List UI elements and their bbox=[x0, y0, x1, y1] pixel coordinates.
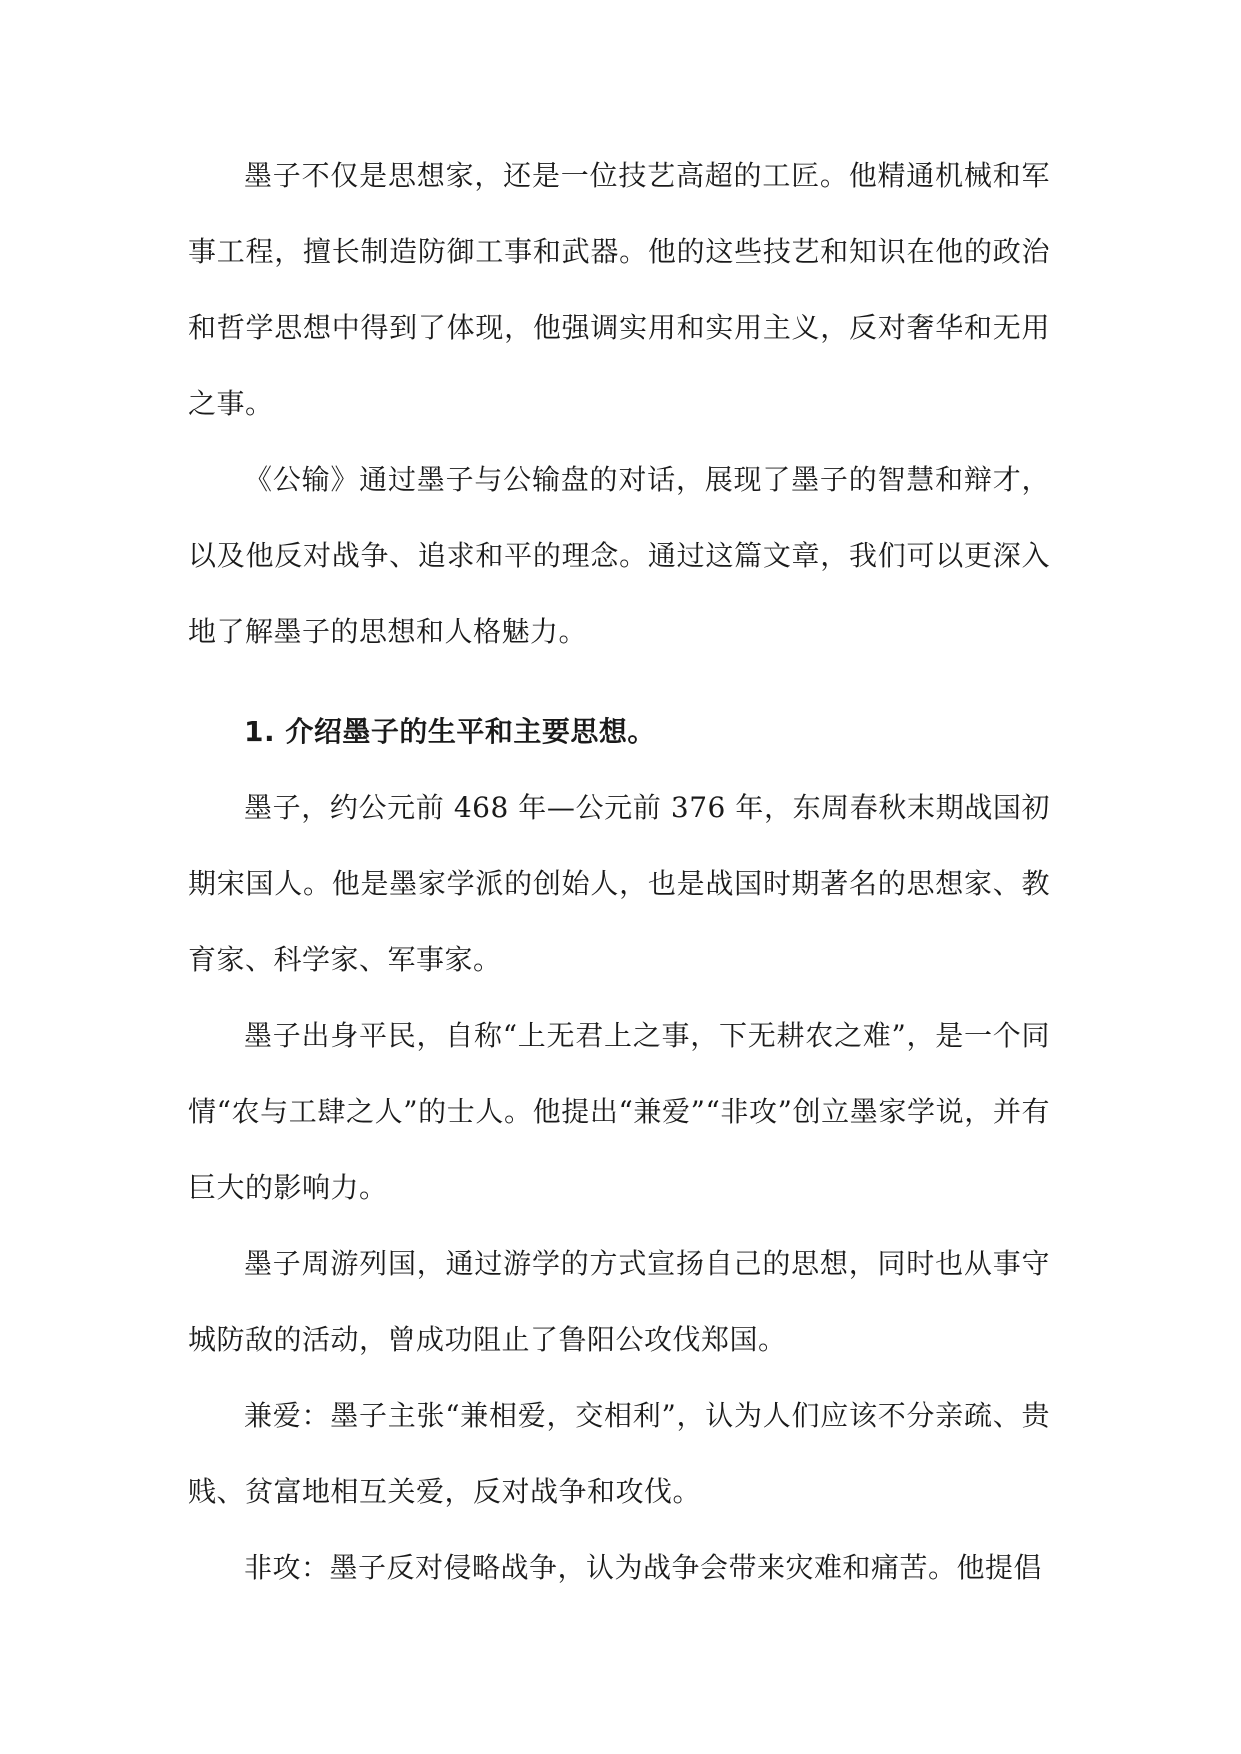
paragraph-jianai: 兼爱：墨子主张“兼相爱，交相利”，认为人们应该不分亲疏、贵贱、贫富地相互关爱，反对战争和攻伐。 bbox=[188, 1399, 1050, 1508]
document-body bbox=[188, 138, 1050, 1606]
paragraph-feigong: 非攻：墨子反对侵略战争，认为战争会带来灾难和痛苦。他提倡 bbox=[244, 1551, 1043, 1584]
section-heading: 1. 介绍墨子的生平和主要思想。 bbox=[244, 715, 656, 748]
paragraph-travels: 墨子周游列国，通过游学的方式宣扬自己的思想，同时也从事守城防敌的活动，曾成功阻止了鲁阳公攻伐郑国。 bbox=[188, 1247, 1050, 1356]
paragraph-gongshu: 《公输》通过墨子与公输盘的对话，展现了墨子的智慧和辩才，以及他反对战争、追求和平的理念。通过这篇文章，我们可以更深入地了解墨子的思想和人格魅力。 bbox=[188, 463, 1050, 648]
paragraph-biography: 墨子，约公元前 468 年—公元前 376 年，东周春秋末期战国初期宋国人。他是墨家学派的创始人，也是战国时期著名的思想家、教育家、科学家、军事家。 bbox=[188, 791, 1050, 976]
paragraph-craftsman: 墨子不仅是思想家，还是一位技艺高超的工匠。他精通机械和军事工程，擅长制造防御工事和武器。他的这些技艺和知识在他的政治和哲学思想中得到了体现，他强调实用和实用主义，反对奢华和无用之事。 bbox=[188, 159, 1050, 420]
paragraph-origin: 墨子出身平民，自称“上无君上之事，下无耕农之难”，是一个同情“农与工肆之人”的士人。他提出“兼爱”“非攻”创立墨家学说，并有巨大的影响力。 bbox=[188, 1019, 1050, 1204]
